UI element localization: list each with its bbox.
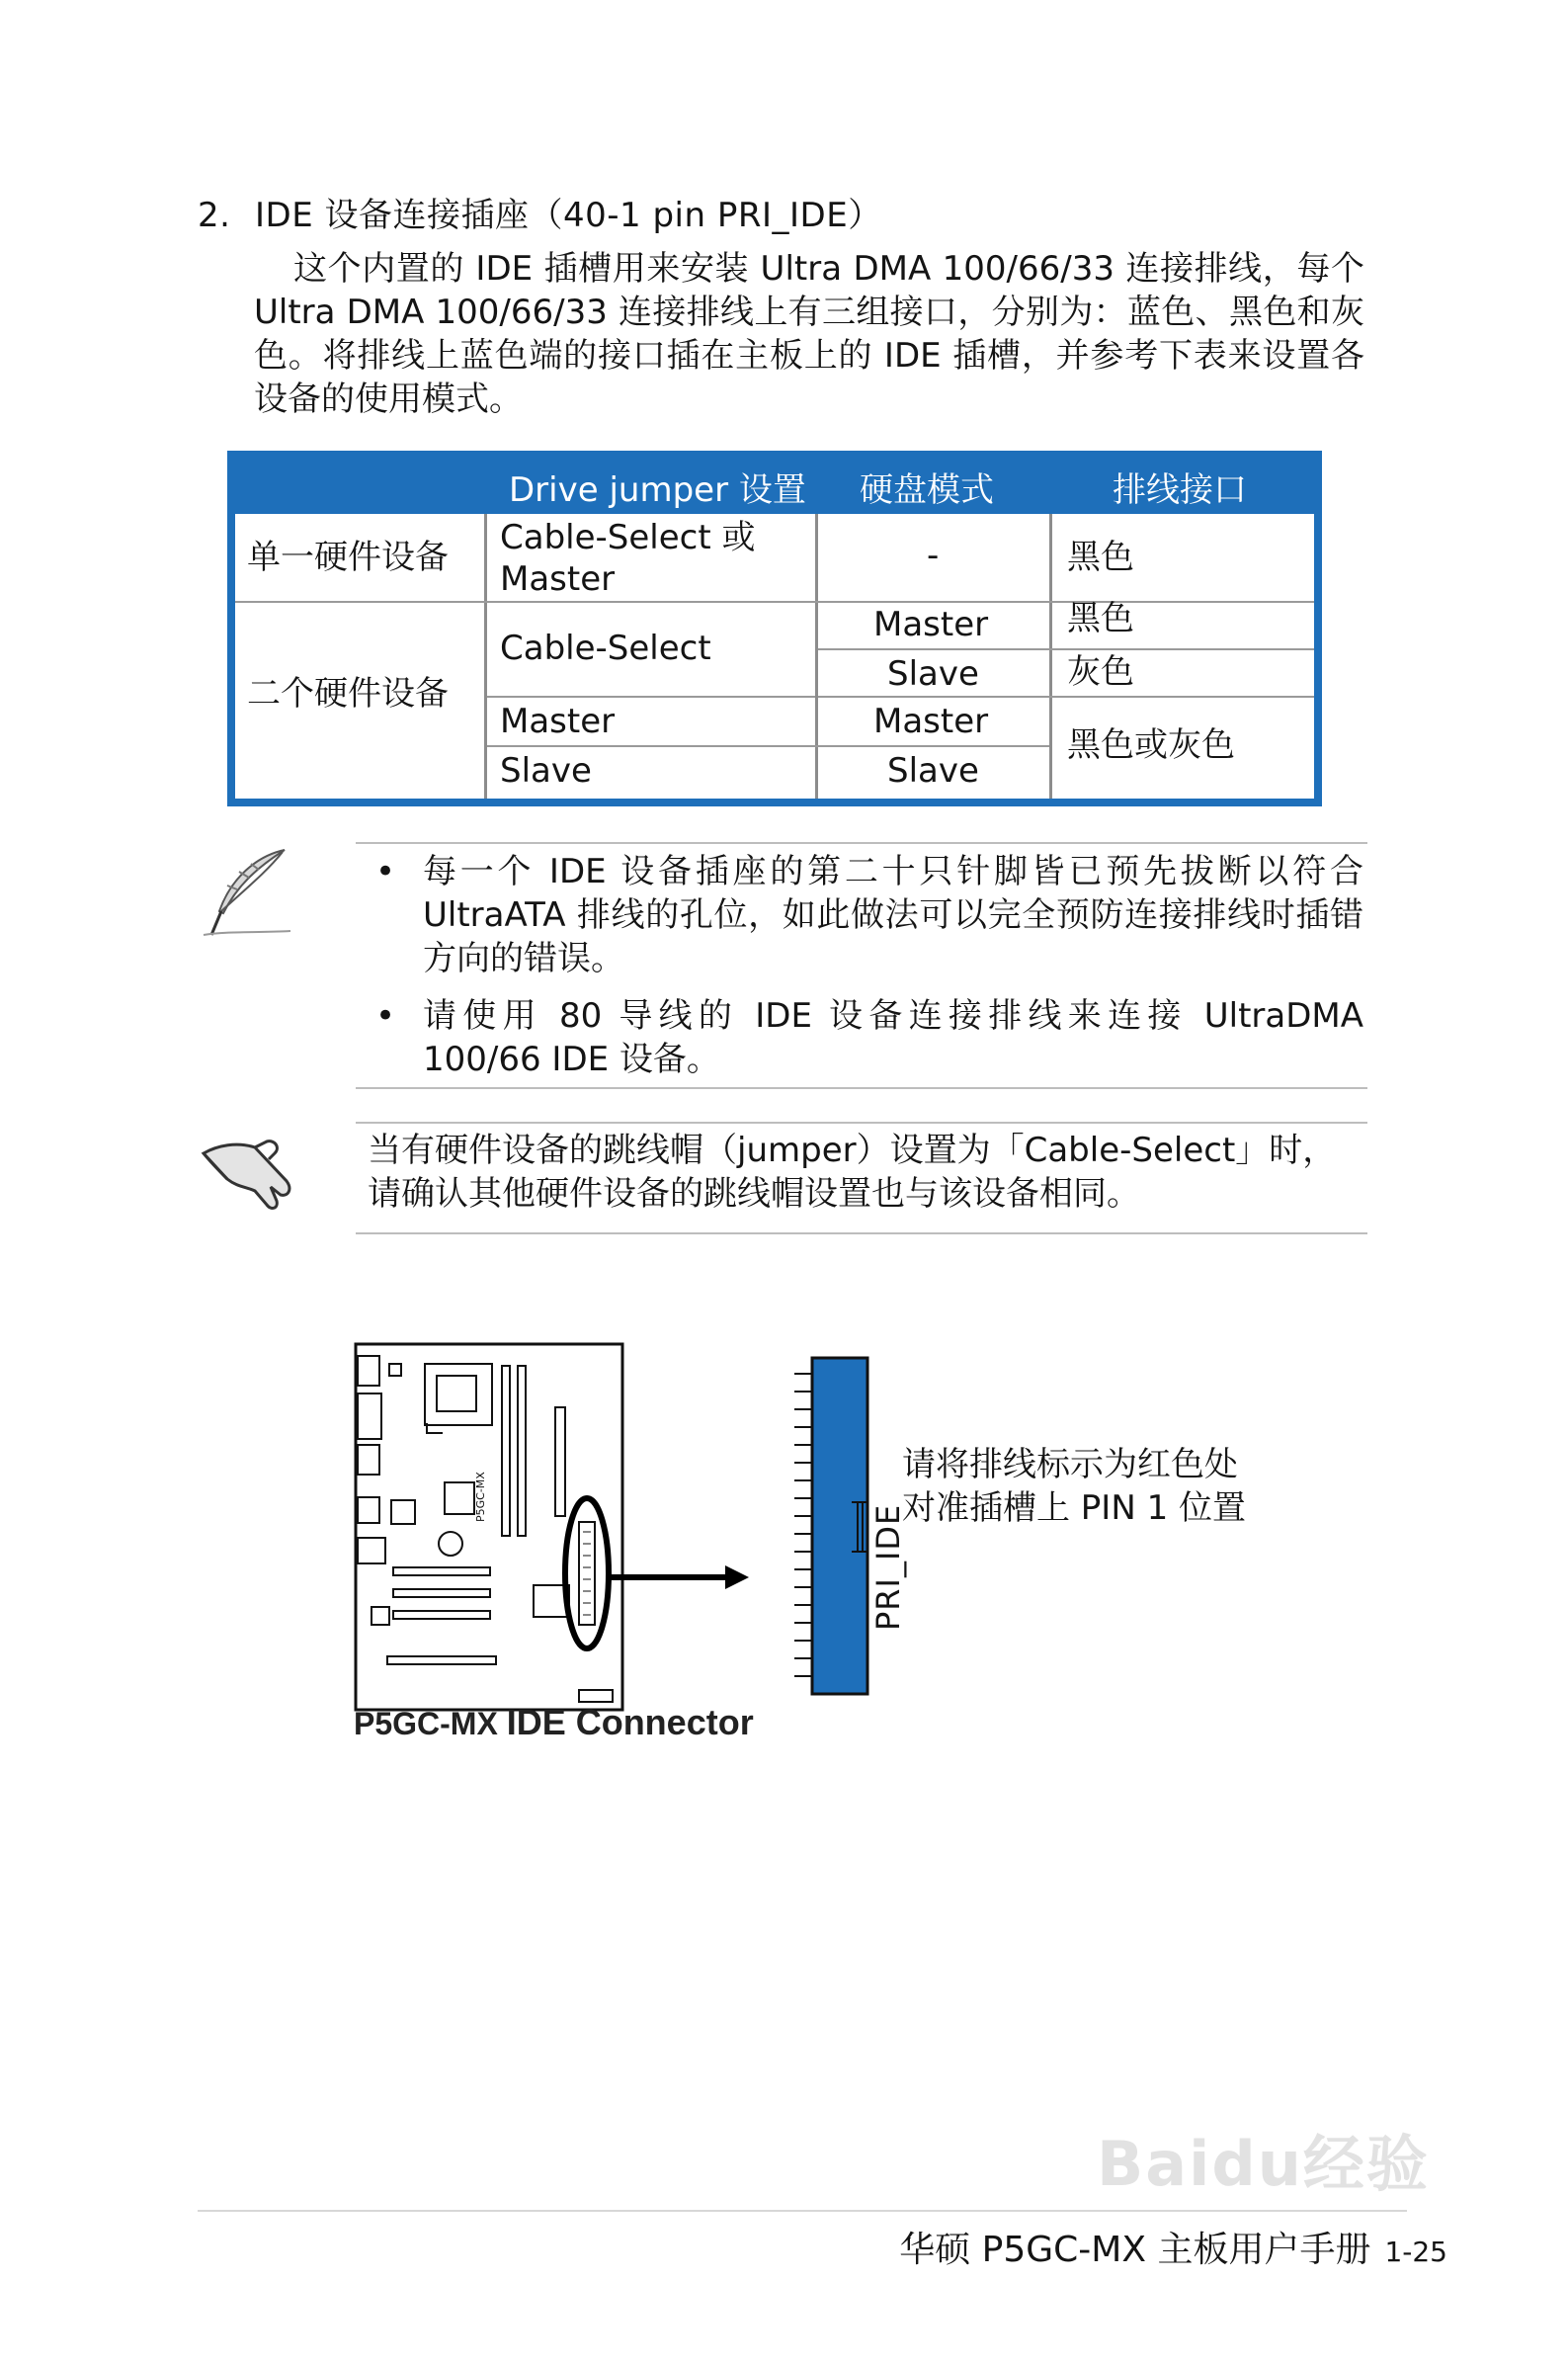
table-divider [487, 745, 1049, 747]
bullet-dot: • [375, 852, 396, 891]
note-hand-line2: 请确认其他硬件设备的跳线帽设置也与该设备相同。 [368, 1174, 1140, 1214]
table-body [235, 514, 1314, 799]
bullet-dot: • [375, 996, 396, 1036]
table-divider [1049, 648, 1314, 650]
ide-connector-diagram [336, 1324, 1324, 1759]
board-ide-connector [579, 1522, 595, 1625]
table-divider [818, 648, 1049, 650]
baidu-watermark: Baidu经验 [1097, 2128, 1430, 2200]
dual-slave-mode: Slave [887, 751, 979, 791]
dual-cs-conn-black: 黑色 [1067, 599, 1134, 638]
header-connector: 排线接口 [1113, 470, 1247, 510]
note-bullet-text: 请使用 80 导线的 IDE 设备连接排线来连接 UltraDMA 100/66 IDE 设备。 [423, 996, 1363, 1079]
dual-cs-jumper: Cable-Select [500, 629, 711, 668]
table-divider [487, 696, 815, 698]
single-mode: - [927, 536, 940, 575]
diagram-caption [354, 1702, 754, 1743]
note-hand-line1: 当有硬件设备的跳线帽（jumper）设置为「Cable-Select」时， [368, 1131, 1337, 1170]
caption-model: P5GC-MX [354, 1706, 498, 1741]
dual-cs-conn-gray: 灰色 [1067, 652, 1134, 692]
table-divider [1049, 514, 1052, 799]
dual-cs-mode-master: Master [873, 605, 989, 644]
pri-ide-connector [812, 1358, 867, 1694]
page-number: 1-25 [1384, 2236, 1447, 2268]
dual-cs-mode-slave: Slave [887, 654, 979, 694]
feather-pen-icon [198, 842, 296, 941]
section-number: 2. [198, 196, 231, 235]
table-divider [235, 601, 1314, 603]
single-connector: 黑色 [1067, 538, 1134, 577]
pointing-hand-icon [198, 1122, 306, 1221]
table-divider [818, 696, 1314, 698]
table-divider [484, 514, 487, 799]
page-footer [899, 2222, 1447, 2272]
section-title: IDE 设备连接插座（40-1 pin PRI_IDE） [255, 196, 882, 235]
dual-slave-jumper: Slave [500, 751, 592, 791]
board-label: P5GC-MX [474, 1472, 487, 1522]
intro-paragraph: 这个内置的 IDE 插槽用来安装 Ultra DMA 100/66/33 连接排线，每个 Ultra DMA 100/66/33 连接排线上有三组接口，分别为：蓝色、黑色和灰色。将排线上蓝色端的接口插在主板上的 IDE 插槽，并参考下表来设置各设备的使用模式。 [254, 249, 1364, 419]
single-device-label: 单一硬件设备 [247, 538, 449, 577]
pri-ide-label: PRI_IDE [869, 1503, 907, 1631]
note-divider [356, 842, 1367, 844]
connector-pins [794, 1374, 812, 1676]
note-divider [356, 1232, 1367, 1234]
pin1-hint [902, 1443, 1246, 1530]
table-header [227, 451, 1322, 514]
jumper-settings-table [227, 451, 1322, 806]
dual-device-label: 二个硬件设备 [247, 674, 449, 714]
note-bullet [375, 994, 1363, 1081]
single-jumper-line2: Master [500, 559, 616, 599]
dual-conn-black-or-gray: 黑色或灰色 [1067, 725, 1235, 765]
note-divider [356, 1122, 1367, 1124]
header-disk-mode: 硬盘模式 [860, 470, 994, 510]
note-divider [356, 1087, 1367, 1089]
header-drive-jumper: Drive jumper 设置 [509, 470, 806, 510]
dual-master-jumper: Master [500, 702, 616, 741]
dual-master-mode: Master [873, 702, 989, 741]
section-heading [198, 188, 882, 236]
hint-line2: 对准插槽上 PIN 1 位置 [902, 1488, 1247, 1528]
table-divider [815, 514, 818, 799]
caption-title: IDE Connector [506, 1702, 754, 1742]
single-jumper-line1: Cable-Select 或 [500, 518, 756, 557]
note-bullet-text: 每一个 IDE 设备插座的第二十只针脚皆已预先拔断以符合 UltraATA 排线的孔位，如此做法可以完全预防连接排线时插错方向的错误。 [423, 852, 1363, 978]
note-hand-text [368, 1129, 1365, 1216]
footer-title: 华硕 P5GC-MX 主板用户手册 [899, 2230, 1371, 2270]
footer-divider [198, 2210, 1407, 2212]
note-feather-text [375, 850, 1363, 1095]
note-bullet [375, 850, 1363, 980]
hint-line1: 请将排线标示为红色处 [902, 1445, 1238, 1484]
